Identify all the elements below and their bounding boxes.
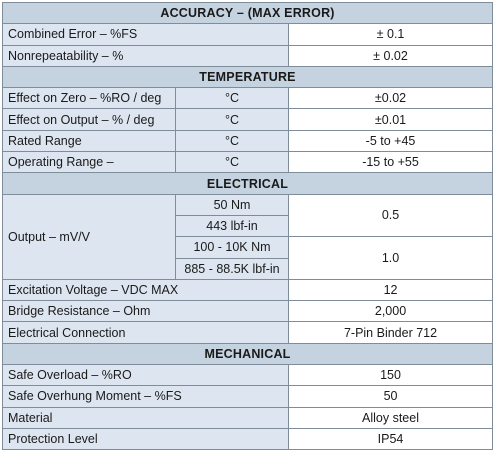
row-label: Material	[3, 407, 289, 428]
row-label: Bridge Resistance – Ohm	[3, 301, 289, 322]
row-label: Combined Error – %FS	[3, 24, 289, 45]
output-capacity: 100 - 10K Nm	[176, 237, 289, 258]
table-row	[3, 301, 493, 322]
row-label: Protection Level	[3, 428, 289, 449]
section-header-mechanical: MECHANICAL	[3, 343, 493, 364]
output-value: 1.0	[289, 237, 493, 280]
section-row-electrical	[3, 173, 493, 194]
section-header-temperature: TEMPERATURE	[3, 66, 493, 87]
table-row	[3, 109, 493, 130]
row-value: 50	[289, 386, 493, 407]
row-value: IP54	[289, 428, 493, 449]
table-row	[3, 45, 493, 66]
output-value: 0.5	[289, 194, 493, 237]
section-header-accuracy: ACCURACY – (MAX ERROR)	[3, 3, 493, 24]
table-row	[3, 152, 493, 173]
row-unit: °C	[176, 152, 289, 173]
row-value: ± 0.02	[289, 45, 493, 66]
table-row	[3, 365, 493, 386]
output-label: Output – mV/V	[3, 194, 176, 279]
table-row	[3, 407, 493, 428]
section-row-accuracy	[3, 3, 493, 24]
row-label: Excitation Voltage – VDC MAX	[3, 279, 289, 300]
table-row	[3, 88, 493, 109]
table-row	[3, 194, 493, 215]
row-value: ±0.01	[289, 109, 493, 130]
row-label: Effect on Output – % / deg	[3, 109, 176, 130]
table-row	[3, 386, 493, 407]
section-row-mechanical	[3, 343, 493, 364]
row-unit: °C	[176, 130, 289, 151]
table-row	[3, 24, 493, 45]
row-value: 150	[289, 365, 493, 386]
row-value: 7-Pin Binder 712	[289, 322, 493, 343]
table-row	[3, 279, 493, 300]
row-label: Safe Overload – %RO	[3, 365, 289, 386]
row-label: Operating Range –	[3, 152, 176, 173]
row-value: Alloy steel	[289, 407, 493, 428]
row-label: Nonrepeatability – %	[3, 45, 289, 66]
output-capacity-alt: 885 - 88.5K lbf-in	[176, 258, 289, 279]
row-unit: °C	[176, 88, 289, 109]
output-capacity-alt: 443 lbf-in	[176, 215, 289, 236]
output-capacity: 50 Nm	[176, 194, 289, 215]
table-row	[3, 130, 493, 151]
row-label: Effect on Zero – %RO / deg	[3, 88, 176, 109]
table-row	[3, 322, 493, 343]
row-label: Safe Overhung Moment – %FS	[3, 386, 289, 407]
table-row	[3, 428, 493, 449]
section-header-electrical: ELECTRICAL	[3, 173, 493, 194]
row-value: 12	[289, 279, 493, 300]
row-unit: °C	[176, 109, 289, 130]
row-value: ±0.02	[289, 88, 493, 109]
specifications-table	[2, 2, 493, 450]
section-row-temperature	[3, 66, 493, 87]
row-value: ± 0.1	[289, 24, 493, 45]
row-value: 2,000	[289, 301, 493, 322]
row-value: -5 to +45	[289, 130, 493, 151]
row-label: Rated Range	[3, 130, 176, 151]
row-value: -15 to +55	[289, 152, 493, 173]
row-label: Electrical Connection	[3, 322, 289, 343]
